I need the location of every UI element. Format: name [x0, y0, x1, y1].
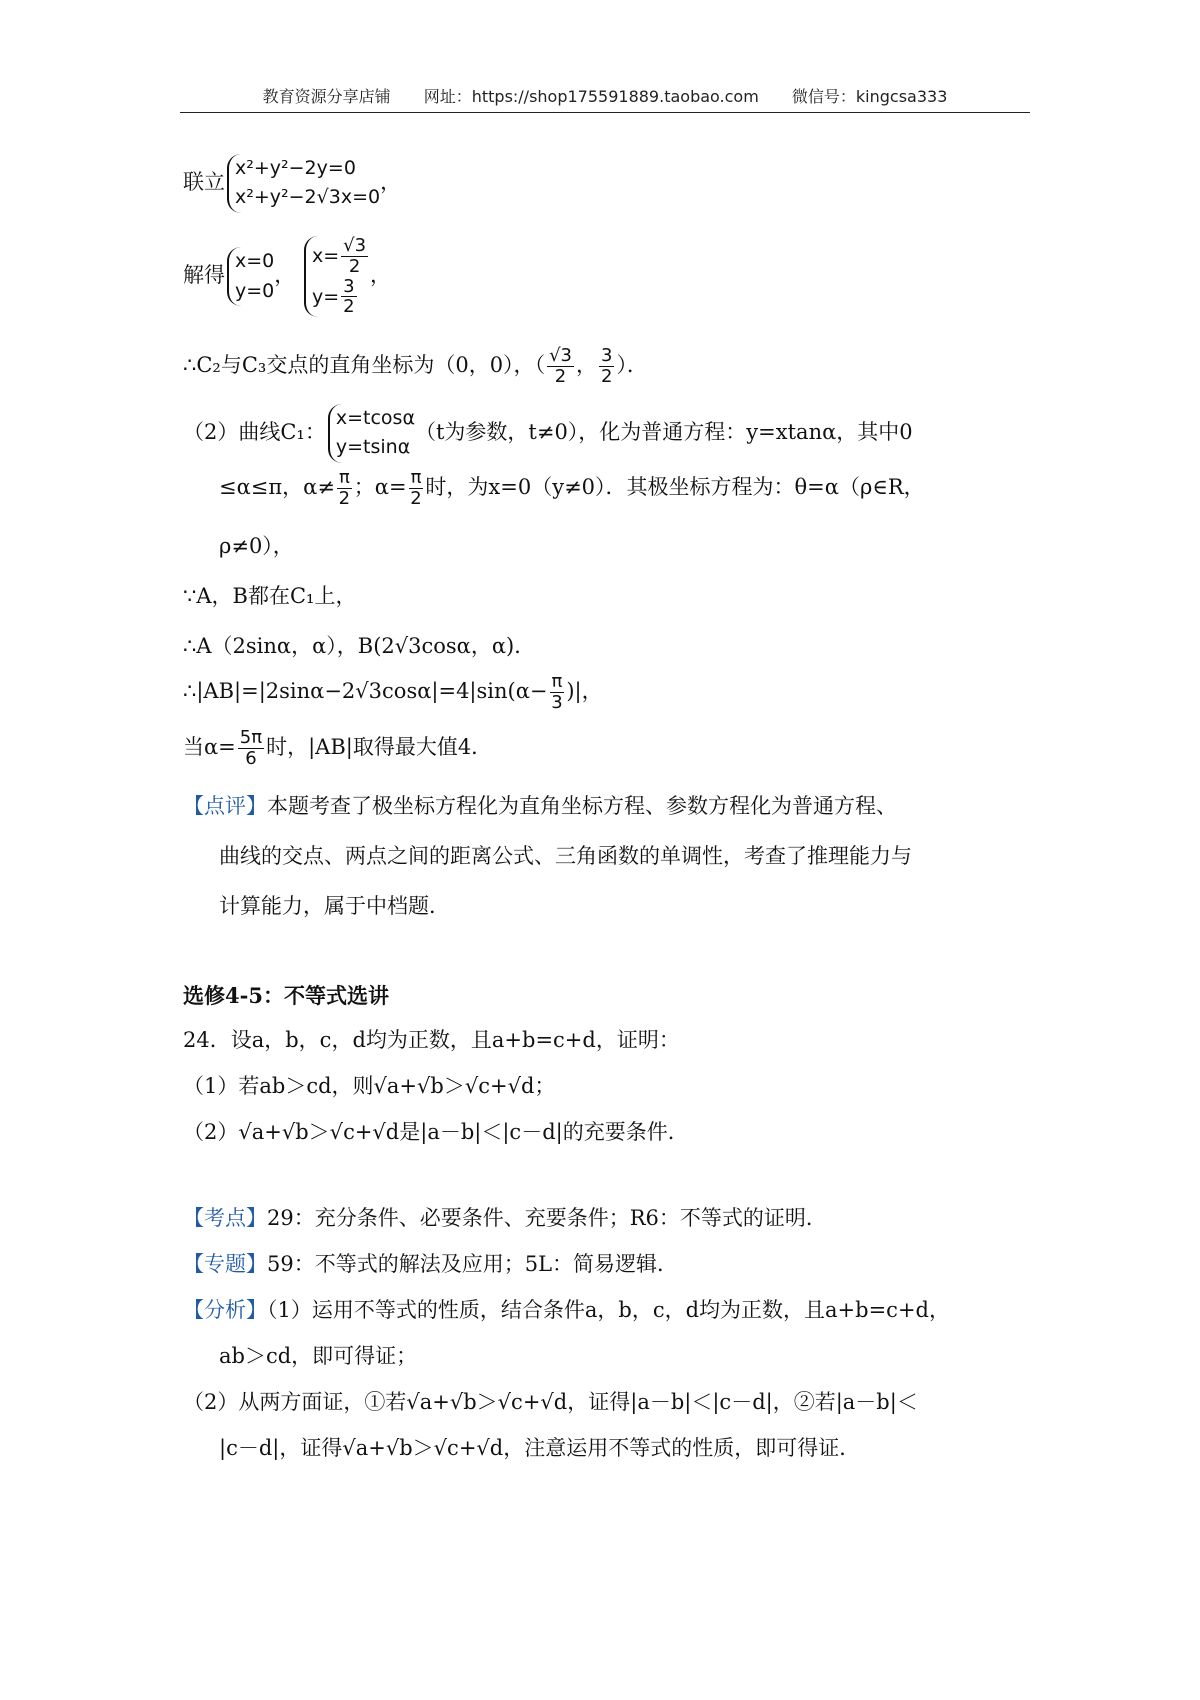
line-simultaneous: 联立x²+y²−2y=0 x²+y²−2√3x=0，: [183, 154, 401, 213]
question-24-part-2: （2）√a+√b＞√c+√d是|a－b|＜|c－d|的充要条件．: [183, 1120, 689, 1144]
text-ab-b: )|，: [566, 678, 603, 703]
solution-2: x= $\frac{√3}{2}$ y= $\frac{3}{2}$: [304, 236, 370, 317]
shop-url: 网址：https://shop175591889.taobao.com: [423, 87, 759, 106]
fenxi-line-4: |c－d|，证得√a+√b＞√c+√d，注意运用不等式的性质，即可得证．: [219, 1436, 861, 1460]
kaodian-line: [183, 1202, 827, 1232]
text-normal-eq: （t为参数，t≠0），化为普通方程：y=xtanα，其中0: [414, 419, 913, 444]
kaodian-tag: 【考点】: [183, 1206, 267, 1230]
review-tag: 【点评】: [183, 794, 267, 818]
text-solve: 解得: [183, 263, 225, 288]
shop-name: 教育资源分享店铺: [262, 87, 391, 106]
line-rho: ρ≠0），: [219, 534, 294, 558]
text-max-b: 时，|AB|取得最大值4．: [266, 734, 493, 759]
frac-den: 2: [600, 365, 613, 387]
frac-den: 2: [554, 365, 567, 387]
zhuanti-text: 59：不等式的解法及应用；5L：简易逻辑．: [267, 1252, 679, 1276]
review-text-1: 本题考查了极坐标方程化为直角坐标方程、参数方程化为普通方程、: [267, 794, 897, 818]
line-intersection: ∴C₂与C₃交点的直角坐标为（0，0），（ $\frac{√3}{2}$ ， $\frac{3}{2}$ ）．: [183, 345, 648, 387]
solution-1: [227, 247, 274, 306]
frac-x: [341, 236, 368, 277]
frac-den: 2: [348, 255, 361, 277]
section-title: 选修4-5：不等式选讲: [183, 983, 389, 1008]
frac-den: 2: [343, 296, 355, 318]
frac-num: π: [338, 467, 350, 488]
zhuanti-tag: 【专题】: [183, 1252, 267, 1276]
equation-system-1: [227, 154, 380, 213]
line-ab-length: [183, 672, 603, 713]
question-24-part-1: （1）若ab＞cd，则√a+√b＞√c+√d；: [183, 1074, 556, 1098]
fenxi-text-1: （1）运用不等式的性质，结合条件a，b，c，d均为正数，且a+b=c+d，: [267, 1298, 950, 1322]
frac-num: √3: [549, 345, 572, 366]
header-rule: [180, 112, 1030, 113]
text-intersection: ∴C₂与C₃交点的直角坐标为（0，0），: [183, 352, 535, 377]
text-curve-c1: （2）曲线C₁：: [183, 419, 326, 444]
sol1-y: y=0: [235, 279, 275, 302]
frac-pi-2a: [337, 468, 352, 509]
line-alpha-range: [219, 468, 925, 509]
review-line-1: [183, 790, 897, 820]
fenxi-line-2: ab＞cd，即可得证；: [219, 1344, 418, 1368]
kaodian-text: 29：充分条件、必要条件、充要条件；R6：不等式的证明．: [267, 1206, 827, 1230]
param-x: x=tcosα: [335, 407, 415, 429]
frac-pi-2b: [409, 468, 424, 509]
frac-5pi-6: [238, 728, 264, 769]
frac-den: 2: [410, 487, 422, 509]
wechat-id: 微信号：kingcsa333: [791, 87, 948, 106]
line-solve: 解得x=0 y=0， x= $\frac{√3}{2}$ y= $\frac{3}{2}$ ，: [183, 235, 392, 318]
frac-num: π: [551, 671, 563, 692]
text-simultaneous: 联立: [183, 169, 225, 194]
line-ab-coords: ∴A（2sinα，α），B(2√3cosα，α)．: [183, 634, 536, 658]
frac-num: √3: [343, 235, 367, 256]
frac-num: π: [410, 467, 422, 488]
question-24: 24．设a，b，c，d均为正数，且a+b=c+d，证明：: [183, 1028, 680, 1052]
frac-num: 3: [343, 275, 355, 297]
page-header: [180, 84, 1030, 107]
line-curve-c1: [183, 404, 913, 463]
text-max-a: 当α=: [183, 734, 236, 759]
review-line-2: 曲线的交点、两点之间的距离公式、三角函数的单调性，考查了推理能力与: [219, 844, 912, 868]
frac-den: 2: [338, 487, 351, 509]
sol1-x: x=0: [235, 250, 275, 273]
review-line-3: 计算能力，属于中档题．: [219, 894, 450, 918]
text-alpha-b: ；α=: [353, 474, 407, 499]
frac-pt-x: [547, 346, 574, 387]
line-ab-on-c1: ∵A，B都在C₁上，: [183, 584, 357, 608]
frac-pt-y: [599, 346, 614, 387]
param-system: [328, 404, 415, 463]
text-ab-a: ∴|AB|=|2sinα−2√3cosα|=4|sin(α−: [183, 678, 548, 703]
zhuanti-line: [183, 1248, 678, 1278]
param-y: y=tsinα: [335, 436, 411, 459]
frac-den: 6: [245, 747, 257, 769]
frac-pi-3: [550, 672, 565, 713]
eq-2: x²+y²−2√3x=0: [235, 186, 381, 209]
text-alpha-a: ≤α≤π，α≠: [219, 474, 335, 499]
line-max: [183, 728, 492, 769]
frac-den: 3: [551, 691, 563, 713]
frac-y: [341, 277, 356, 318]
fenxi-line-3: （2）从两方面证，①若√a+√b＞√c+√d，证得|a－b|＜|c－d|，②若|a－b|＜: [183, 1390, 918, 1414]
text-alpha-c: 时，为x=0（y≠0）．其极坐标方程为：θ=α（ρ∈R，: [425, 474, 925, 499]
eq-1: x²+y²−2y=0: [235, 157, 356, 179]
frac-num: 5π: [239, 727, 263, 748]
frac-num: 3: [600, 345, 613, 366]
fenxi-line-1: [183, 1294, 950, 1324]
fenxi-tag: 【分析】: [183, 1298, 267, 1322]
